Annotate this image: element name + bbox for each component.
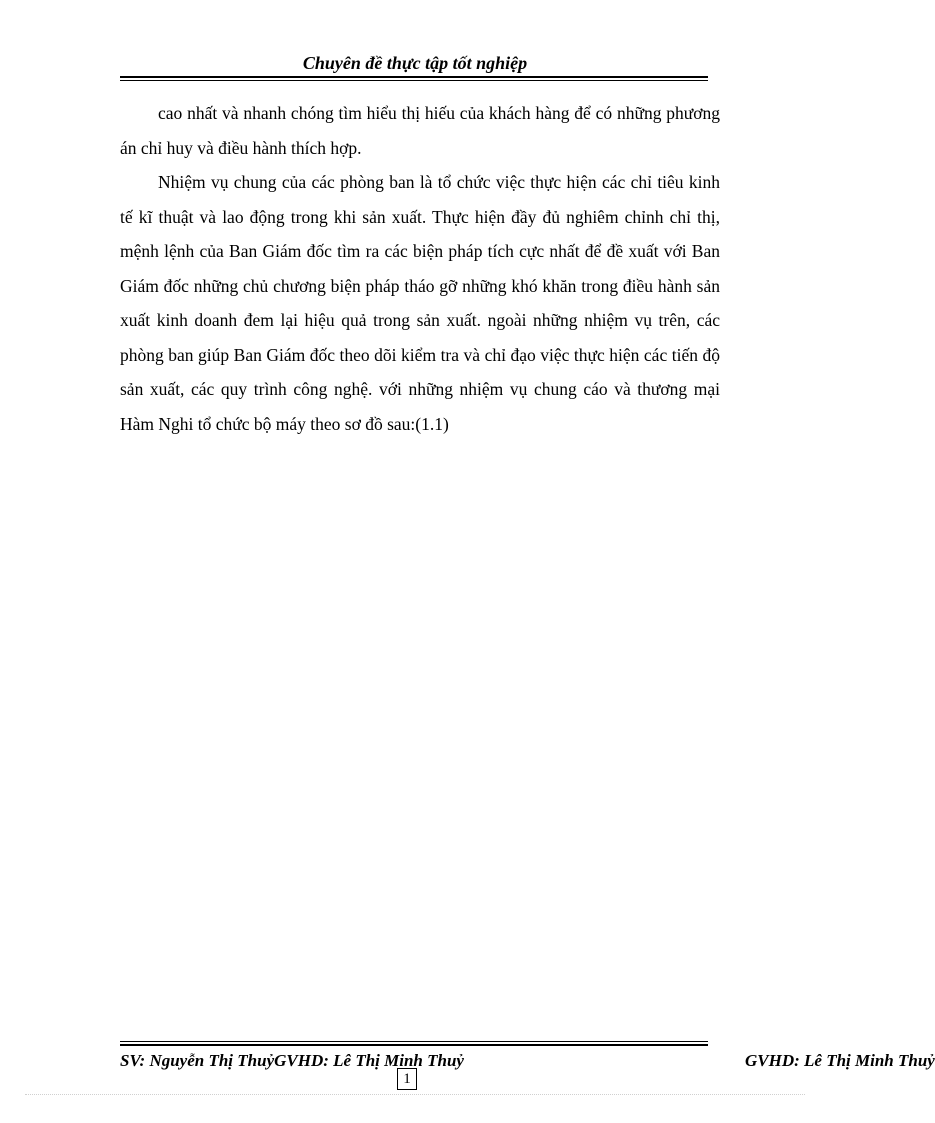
page-number: 1 [397,1068,417,1090]
paragraph-continued: cao nhất và nhanh chóng tìm hiểu thị hiếu của khách hàng để có những phương án chỉ huy và điều hành thích hợp. [120,103,720,158]
footer-rule-thick [120,1044,708,1046]
header-rule-thick [120,76,708,78]
page-header-title: Chuyên đề thực tập tốt nghiệp [302,53,528,73]
header-rule-thin [120,80,708,81]
footer-rule-thin [120,1041,708,1042]
footer-student-advisor: SV: Nguyễn Thị ThuỷGVHD: Lê Thị Minh Thuỷ [120,1051,464,1070]
document-body [120,96,720,441]
page-bottom-dotted-border [25,1094,805,1095]
paragraph-duties: Nhiệm vụ chung của các phòng ban là tổ chức việc thực hiện các chỉ tiêu kinh tế kĩ thuật và lao động trong khi sản xuất. Thực hiện đầy đủ nghiêm chỉnh chỉ thị, mệnh lệnh của Ban Giám đốc tìm ra các biện pháp tích cực nhất để đề xuất với Ban Giám đốc những chủ chương biện pháp tháo gỡ những khó khăn trong điều hành sản xuất kinh doanh đem lại hiệu quả trong sản xuất. ngoài những nhiệm vụ trên, các phòng ban giúp Ban Giám đốc theo dõi kiểm tra và chỉ đạo việc thực hiện các tiến độ sản xuất, các quy trình công nghệ. với những nhiệm vụ chung cáo và thương mại Hàm Nghi tổ chức bộ máy theo sơ đồ sau:(1.1) [120,172,720,434]
footer-advisor: GVHD: Lê Thị Minh Thuỷ [745,1051,935,1070]
